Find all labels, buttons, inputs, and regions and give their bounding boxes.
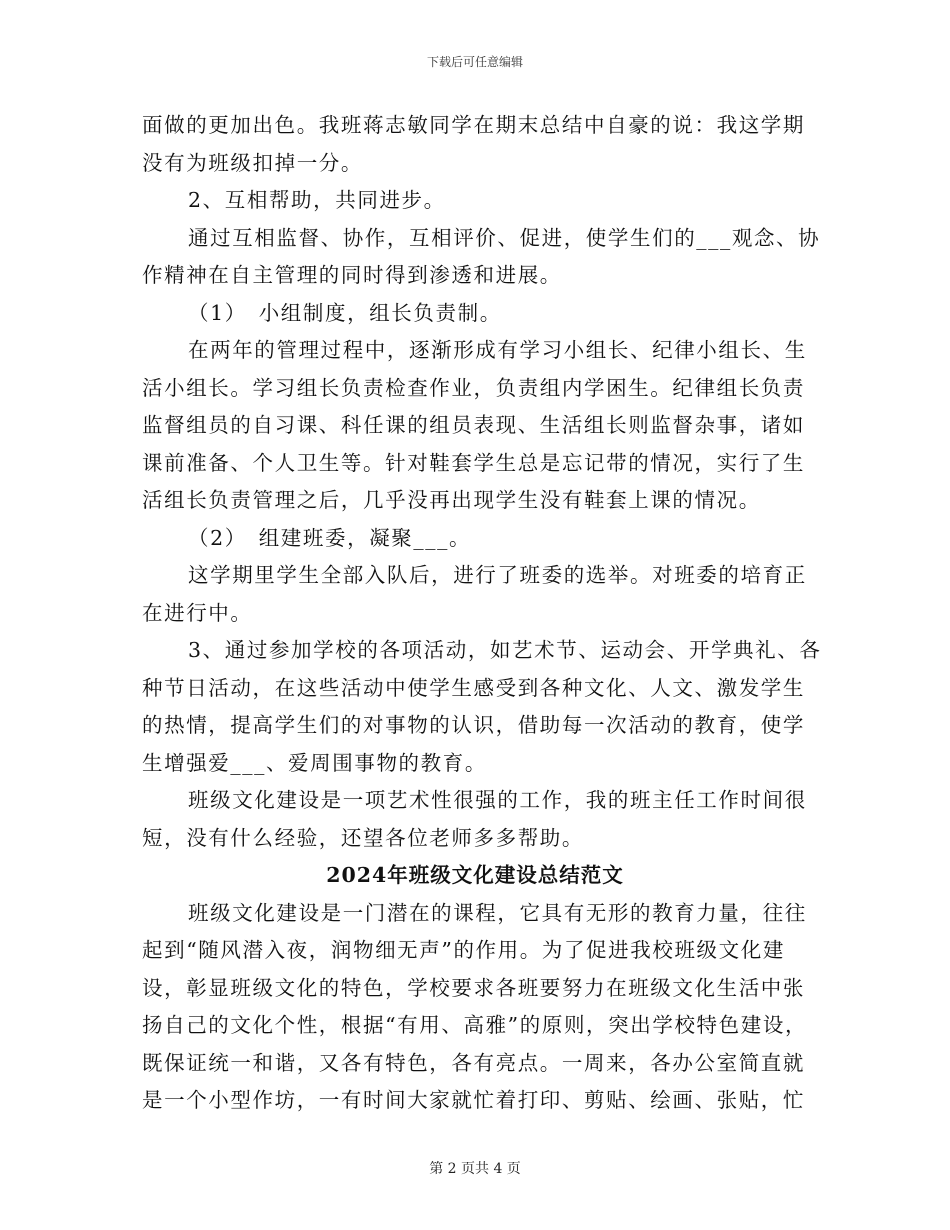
text-line: 课前准备、个人卫生等。针对鞋套学生总是忘记带的情况，实行了生 — [142, 450, 805, 475]
text-line: 是一个小型作坊，一有时间大家就忙着打印、剪贴、绘画、张贴，忙 — [142, 1088, 805, 1112]
page-header: 下载后可任意编辑 — [426, 55, 523, 69]
text-line: 在进行中。 — [142, 600, 253, 625]
document-body — [142, 107, 822, 1120]
text-line: 班级文化建设是一门潜在的课程，它具有无形的教育力量，往往 — [188, 900, 807, 925]
text-line: （1） 小组制度，组长负责制。 — [188, 300, 502, 325]
text-line: 没有为班级扣掉一分。 — [142, 150, 363, 175]
page-footer: 第 2 页共 4 页 — [429, 1161, 521, 1177]
text-line: 通过互相监督、协作，互相评价、促进，使学生们的___观念、协 — [188, 225, 821, 250]
text-line: 3、通过参加学校的各项活动，如艺术节、运动会、开学典礼、各 — [188, 638, 822, 662]
text-line: 在两年的管理过程中，逐渐形成有学习小组长、纪律小组长、生 — [188, 338, 807, 362]
text-line: （2） 组建班委，凝聚___。 — [188, 525, 472, 550]
text-line: 活组长负责管理之后，几乎没再出现学生没有鞋套上课的情况。 — [142, 488, 761, 512]
text-line: 2、互相帮助，共同进步。 — [188, 188, 446, 212]
text-line: 种节日活动，在这些活动中使学生感受到各种文化、人文、激发学生 — [142, 675, 805, 700]
text-line: 短，没有什么经验，还望各位老师多多帮助。 — [142, 825, 584, 850]
text-line: 这学期里学生全部入队后，进行了班委的选举。对班委的培育正 — [188, 563, 807, 587]
text-line: 起到“随风潜入夜，润物细无声”的作用。为了促进我校班级文化建 — [142, 938, 785, 962]
text-line: 既保证统一和谐，又各有特色，各有亮点。一周来，各办公室简直就 — [142, 1050, 805, 1075]
text-line: 扬自己的文化个性，根据“有用、高雅”的原则，突出学校特色建设， — [142, 1013, 808, 1037]
text-line: 班级文化建设是一项艺术性很强的工作，我的班主任工作时间很 — [188, 788, 807, 812]
text-line: 的热情，提高学生们的对事物的认识，借助每一次活动的教育，使学 — [142, 713, 805, 737]
text-line: 作精神在自主管理的同时得到渗透和进展。 — [142, 263, 562, 287]
text-line: 设，彰显班级文化的特色，学校要求各班要努力在班级文化生活中张 — [142, 975, 805, 1000]
text-line: 监督组员的自习课、科任课的组员表现、生活组长则监督杂事，诸如 — [142, 413, 805, 437]
section-title: 2024年班级文化建设总结范文 — [326, 863, 624, 887]
text-line: 面做的更加出色。我班蒋志敏同学在期末总结中自豪的说：我这学期 — [142, 113, 805, 137]
text-line: 生增强爱___、爱周围事物的教育。 — [142, 750, 487, 775]
text-line: 活小组长。学习组长负责检查作业，负责组内学困生。纪律组长负责 — [142, 375, 805, 400]
